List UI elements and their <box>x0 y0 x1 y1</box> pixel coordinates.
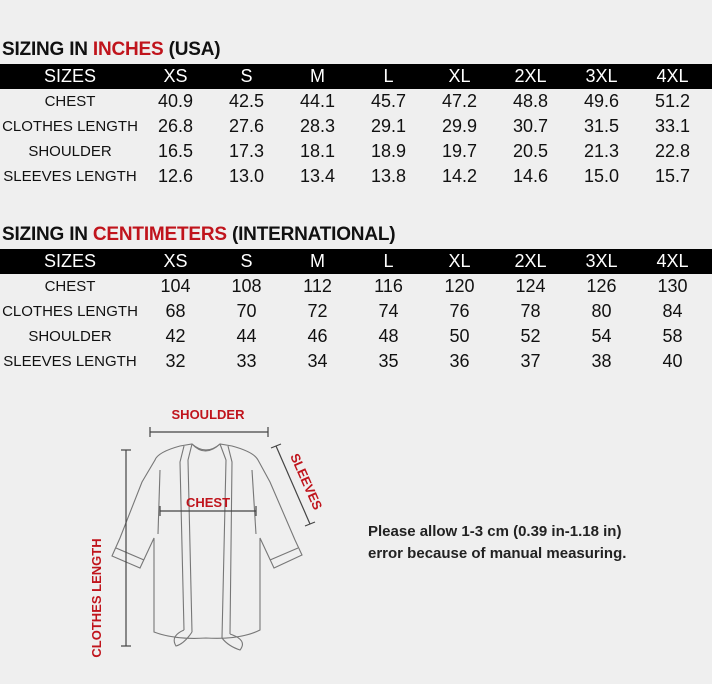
size-header-cell: M <box>310 66 325 86</box>
table-cell: 80 <box>591 301 612 321</box>
table-cell: 16.5 <box>157 141 194 161</box>
size-header-cell: 4XL <box>656 66 689 86</box>
table-cell: 70 <box>236 301 257 321</box>
inches-size-table <box>0 64 712 189</box>
table-cell: 52 <box>520 326 541 346</box>
table-cell: 46 <box>307 326 328 346</box>
table-cell: 130 <box>657 276 688 296</box>
row-label: CLOTHES LENGTH <box>2 118 138 135</box>
row-label: SLEEVES LENGTH <box>3 353 137 370</box>
size-header-cell: 2XL <box>514 66 547 86</box>
size-header-cell: S <box>240 251 253 271</box>
table-cell: 22.8 <box>654 141 691 161</box>
table-cell: 14.6 <box>512 166 549 186</box>
inches-title-accent: INCHES <box>92 39 164 60</box>
centimeters-title: SIZING IN CENTIMETERS (INTERNATIONAL) <box>2 224 396 245</box>
sleeves-label: SLEEVES <box>287 451 326 513</box>
table-cell: 29.1 <box>370 116 407 136</box>
table-cell: 13.0 <box>228 166 265 186</box>
table-cell: 32 <box>165 351 186 371</box>
table-row <box>0 274 712 299</box>
table-cell: 45.7 <box>370 91 407 111</box>
table-cell: 42.5 <box>228 91 265 111</box>
table-cell: 18.9 <box>370 141 407 161</box>
shoulder-label: SHOULDER <box>171 407 245 422</box>
table-cell: 33.1 <box>654 116 691 136</box>
table-cell: 72 <box>307 301 328 321</box>
table-row <box>0 299 712 324</box>
table-cell: 12.6 <box>157 166 194 186</box>
table-cell: 48 <box>378 326 399 346</box>
table-cell: 18.1 <box>299 141 336 161</box>
table-cell: 36 <box>449 351 470 371</box>
header-label: SIZES <box>43 66 96 86</box>
table-cell: 54 <box>591 326 612 346</box>
table-cell: 33 <box>236 351 257 371</box>
table-cell: 13.8 <box>370 166 407 186</box>
table-cell: 126 <box>586 276 617 296</box>
table-cell: 76 <box>449 301 470 321</box>
size-header-cell: 3XL <box>585 251 618 271</box>
table-cell: 44.1 <box>299 91 336 111</box>
row-label: SHOULDER <box>28 143 112 160</box>
table-cell: 38 <box>591 351 612 371</box>
kimono-illustration <box>112 444 302 650</box>
table-cell: 26.8 <box>157 116 194 136</box>
table-cell: 49.6 <box>583 91 620 111</box>
size-header-cell: L <box>383 66 394 86</box>
table-cell: 19.7 <box>441 141 478 161</box>
garment-measurement-diagram <box>80 400 340 660</box>
table-row <box>0 114 712 139</box>
table-cell: 31.5 <box>583 116 620 136</box>
size-header-cell: 3XL <box>585 66 618 86</box>
table-cell: 48.8 <box>512 91 549 111</box>
table-cell: 37 <box>520 351 541 371</box>
note-line-2: error because of manual measuring. <box>368 545 627 562</box>
row-label: SLEEVES LENGTH <box>3 168 137 185</box>
table-cell: 20.5 <box>512 141 549 161</box>
table-cell: 28.3 <box>299 116 336 136</box>
size-header-cell: XS <box>163 66 188 86</box>
header-label: SIZES <box>43 251 96 271</box>
table-cell: 29.9 <box>441 116 478 136</box>
table-cell: 58 <box>662 326 683 346</box>
centimeters-title-accent: CENTIMETERS <box>92 224 227 245</box>
table-header-row <box>0 249 712 274</box>
table-cell: 35 <box>378 351 399 371</box>
clothes-length-label: CLOTHES LENGTH <box>89 538 104 658</box>
table-cell: 34 <box>307 351 328 371</box>
row-label: CLOTHES LENGTH <box>2 303 138 320</box>
table-cell: 13.4 <box>299 166 336 186</box>
table-cell: 116 <box>374 276 403 296</box>
size-header-cell: M <box>310 251 325 271</box>
measurement-note <box>368 521 626 565</box>
table-cell: 112 <box>303 276 332 296</box>
table-row <box>0 164 712 189</box>
table-cell: 68 <box>165 301 186 321</box>
size-header-cell: XL <box>448 251 471 271</box>
centimeters-size-table <box>0 249 712 374</box>
table-cell: 78 <box>520 301 541 321</box>
table-cell: 51.2 <box>654 91 691 111</box>
chest-label: CHEST <box>185 495 231 510</box>
table-row <box>0 89 712 114</box>
size-header-cell: XL <box>448 66 471 86</box>
row-label: CHEST <box>44 278 96 295</box>
table-cell: 84 <box>662 301 683 321</box>
table-cell: 44 <box>236 326 257 346</box>
table-cell: 104 <box>160 276 191 296</box>
table-cell: 120 <box>444 276 475 296</box>
table-cell: 21.3 <box>583 141 620 161</box>
table-header-row <box>0 64 712 89</box>
table-cell: 50 <box>449 326 470 346</box>
table-cell: 15.7 <box>654 166 691 186</box>
table-cell: 40.9 <box>157 91 194 111</box>
size-header-cell: 2XL <box>514 251 547 271</box>
table-cell: 74 <box>378 301 399 321</box>
measurement-lines <box>121 427 315 646</box>
size-header-cell: 4XL <box>656 251 689 271</box>
table-cell: 40 <box>662 351 683 371</box>
size-header-cell: S <box>240 66 253 86</box>
table-cell: 108 <box>231 276 262 296</box>
note-line-1: Please allow 1-3 cm (0.39 in-1.18 in) <box>368 523 622 540</box>
table-cell: 42 <box>165 326 186 346</box>
table-row <box>0 324 712 349</box>
table-cell: 30.7 <box>512 116 549 136</box>
size-header-cell: XS <box>163 251 188 271</box>
table-row <box>0 349 712 374</box>
table-cell: 17.3 <box>228 141 265 161</box>
row-label: SHOULDER <box>28 328 112 345</box>
inches-title: SIZING IN INCHES (USA) <box>2 39 221 60</box>
table-cell: 14.2 <box>441 166 478 186</box>
table-cell: 27.6 <box>228 116 265 136</box>
size-header-cell: L <box>383 251 394 271</box>
row-label: CHEST <box>44 93 96 110</box>
table-row <box>0 139 712 164</box>
table-cell: 47.2 <box>441 91 478 111</box>
table-cell: 15.0 <box>583 166 620 186</box>
table-cell: 124 <box>515 276 546 296</box>
